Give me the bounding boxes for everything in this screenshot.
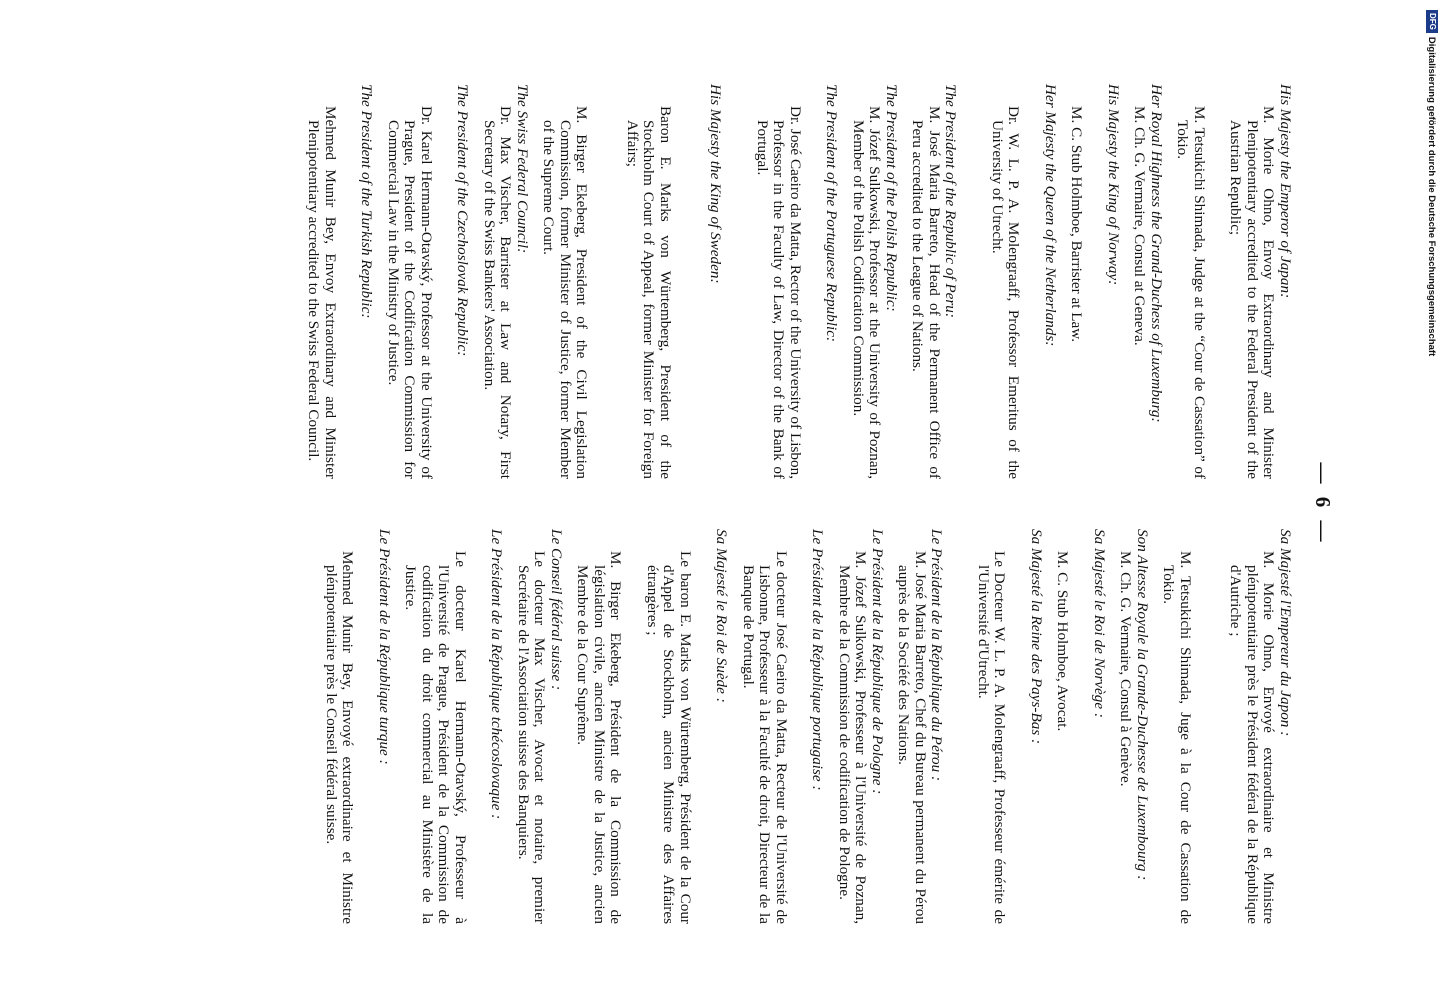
delegation-head: Le Conseil fédéral suisse : <box>548 529 565 691</box>
delegation-head: The Swiss Federal Council: <box>514 84 531 254</box>
delegate-entry: Le Docteur W. L. P. A. Molengraaff, Professeur émérite de l'Université d'Utrecht. <box>975 551 1009 924</box>
dfg-logo: DFG <box>1426 10 1438 33</box>
delegate-entry: Le docteur Karel Hermann-Otavský, Professeur à l'Université de Prague, Président de la Commission de codification du droit commercial au Ministère de la Justice. <box>402 551 469 924</box>
delegate-entry: M. Józef Sulkowski, Professor at the University of Poznan, Member of the Polish Codification Commission. <box>850 106 884 479</box>
delegation-block <box>481 84 531 479</box>
delegate-entry: Le baron E. Marks von Würtemberg, Président de la Cour d'Appel de Stockholm, ancien Ministre des Affaires étrangères ; <box>644 551 694 924</box>
delegation-block <box>402 529 505 924</box>
delegate-entry: M. José Maria Barreto, Head of the Permanent Office of Peru accredited to the League of Nations. <box>909 106 943 479</box>
delegation-block <box>385 84 471 479</box>
delegate-entry: M. Morie Ohno, Envoy Extraordinary and Minister Plenipotentiary accredited to the Federal President of the Austrian Republic; <box>1227 106 1278 479</box>
delegation-head: His Majesty the Emperor of Japan: <box>1277 84 1294 299</box>
delegation-block <box>850 84 900 479</box>
delegate-entry: M. Morie Ohno, Envoyé extraordinaire et Ministre plénipotentiaire près le Président fédéral de la République d'Autriche ; <box>1227 551 1278 924</box>
delegate-entry: Le docteur José Caeiro da Matta, Recteur de l'Université de Lisbonne, Professeur à la Faculté de droit, Directeur de la Banque de Portugal. <box>740 551 790 924</box>
delegate-entry: Dr. Karel Hermann-Otavský, Professor at the University of Prague, President of the Codification Commission for Commercial Law in the Ministry of Justice. <box>385 106 435 479</box>
delegation-head: Her Royal Highness the Grand-Duchess of Luxemburg: <box>1148 84 1165 423</box>
english-column <box>295 84 1293 479</box>
delegation-head: Sa Majesté le Roi de Norvège : <box>1091 529 1108 718</box>
delegate-entry: M. Tetsukichi Shimada, Judge at the “Cour de Cassation” of Tokio. <box>1174 106 1208 479</box>
delegation-head: Her Majesty the Queen of the Netherlands: <box>1042 84 1059 347</box>
delegation-block <box>740 529 826 924</box>
delegation-block <box>1068 84 1121 479</box>
delegate-entry: M. Birger Ekeberg, President of the Civil Legislation Commission, former Minister of Justice, former Member of the Supreme Court. <box>540 106 591 479</box>
delegate-entry: M. Ch. G. Vermaire, Consul à Genève. <box>1117 551 1135 787</box>
delegate-entry: Mehmed Munir Bey, Envoyé extraordinaire et Ministre plénipotentiaire près le Conseil fédéral suisse. <box>323 551 357 924</box>
delegation-head: Le Président de la République portugaise : <box>809 529 827 791</box>
delegation-block <box>540 84 724 479</box>
page-number: — 6 — <box>1311 462 1335 546</box>
delegation-head: Le Président de la République du Pérou : <box>928 529 946 782</box>
delegation-head: The President of the Portuguese Republic: <box>823 84 841 342</box>
delegation-block <box>895 529 945 924</box>
digitization-footer <box>1425 10 1445 390</box>
delegate-entry: Baron E. Marks von Würtemberg, President of the Stockholm Court of Appeal, former Minister for Foreign Affairs; <box>624 106 674 479</box>
delegate-entry: Dr. W. L. P. A. Molengraaff, Professor Emeritus of the University of Utrecht. <box>989 106 1023 479</box>
delegate-entry: Dr. José Caeiro da Matta, Rector of the University of Lisbon, Professor in the Faculty of Law, Director of the Bank of Portugal. <box>754 106 804 479</box>
delegation-block <box>1131 84 1164 479</box>
delegate-entry: M. Birger Ekeberg, Président de la Commission de législation civile, ancien Ministre de la Justice, ancien Membre de la Cour Suprême. <box>574 551 625 924</box>
delegation-head: Sa Majesté la Reine des Pays-Bas : <box>1028 529 1045 745</box>
delegate-entry: Le docteur Max Vischer, Avocat et notaire, premier Secrétaire de l'Association suisse des Banquiers. <box>515 551 549 924</box>
delegation-head: Sa Majesté l'Empereur du Japon : <box>1277 529 1294 737</box>
delegation-block <box>909 84 959 479</box>
french-column <box>313 529 1294 924</box>
delegation-head: His Majesty the King of Norway: <box>1105 84 1122 286</box>
delegation-head: The President of the Polish Republic: <box>883 84 900 312</box>
delegation-block <box>989 84 1059 479</box>
delegate-entry: M. José Maria Barreto, Chef du Bureau permanent du Pérou auprès de la Société des Nations. <box>895 551 929 924</box>
delegation-head: The President of the Turkish Republic: <box>358 84 376 319</box>
delegation-head: The President of the Czechoslovak Republic: <box>454 84 472 357</box>
delegation-head: Le Président de la République turque : <box>376 529 393 765</box>
delegation-block <box>1174 84 1293 479</box>
delegation-block <box>515 529 565 924</box>
delegation-block <box>754 84 840 479</box>
delegation-block <box>574 529 730 924</box>
delegation-block <box>836 529 886 924</box>
delegation-block <box>1117 529 1150 924</box>
delegate-entry: M. C. Stub Holmboe, Barrister at Law. <box>1068 106 1086 343</box>
delegation-head: Le Président de la République tchécoslovaque : <box>488 529 506 820</box>
delegation-block <box>1160 529 1293 924</box>
delegation-head: Son Altesse Royale la Grande-Duchesse de Luxembourg : <box>1134 529 1151 881</box>
delegation-block <box>1054 529 1107 924</box>
delegation-block <box>975 529 1045 924</box>
delegate-entry: Mehmed Munir Bey, Envoy Extraordinary and Minister Plenipotentiary accredited to the Swiss Federal Council. <box>305 106 339 479</box>
scanned-page <box>95 84 1335 924</box>
delegation-head: His Majesty the King of Sweden: <box>707 84 725 284</box>
delegation-block <box>305 84 375 479</box>
delegate-entry: M. Ch. G. Vermaire, Consul at Geneva. <box>1131 106 1149 346</box>
delegation-head: Sa Majesté le Roi de Suède : <box>713 529 731 703</box>
delegation-head: The President of the Republic of Peru: <box>942 84 960 318</box>
delegate-entry: M. Józef Sulkowski, Professeur à l'Université de Poznan, Membre de la Commission de codification de Pologne. <box>836 551 870 924</box>
delegation-head: Le Président de la République de Pologne : <box>869 529 886 795</box>
delegation-block <box>323 529 393 924</box>
delegate-entry: Dr. Max Vischer, Barrister at Law and Notary, First Secretary of the Swiss Bankers' Association. <box>481 106 515 479</box>
delegate-entry: M. C. Stub Holmboe, Avocat. <box>1054 551 1072 732</box>
footer-text: Digitalisierung gefördert durch die Deutsche Forschungsgemeinschaft <box>1426 36 1438 357</box>
delegate-entry: M. Tetsukichi Shimada, Juge à la Cour de Cassation de Tokio. <box>1160 551 1194 924</box>
